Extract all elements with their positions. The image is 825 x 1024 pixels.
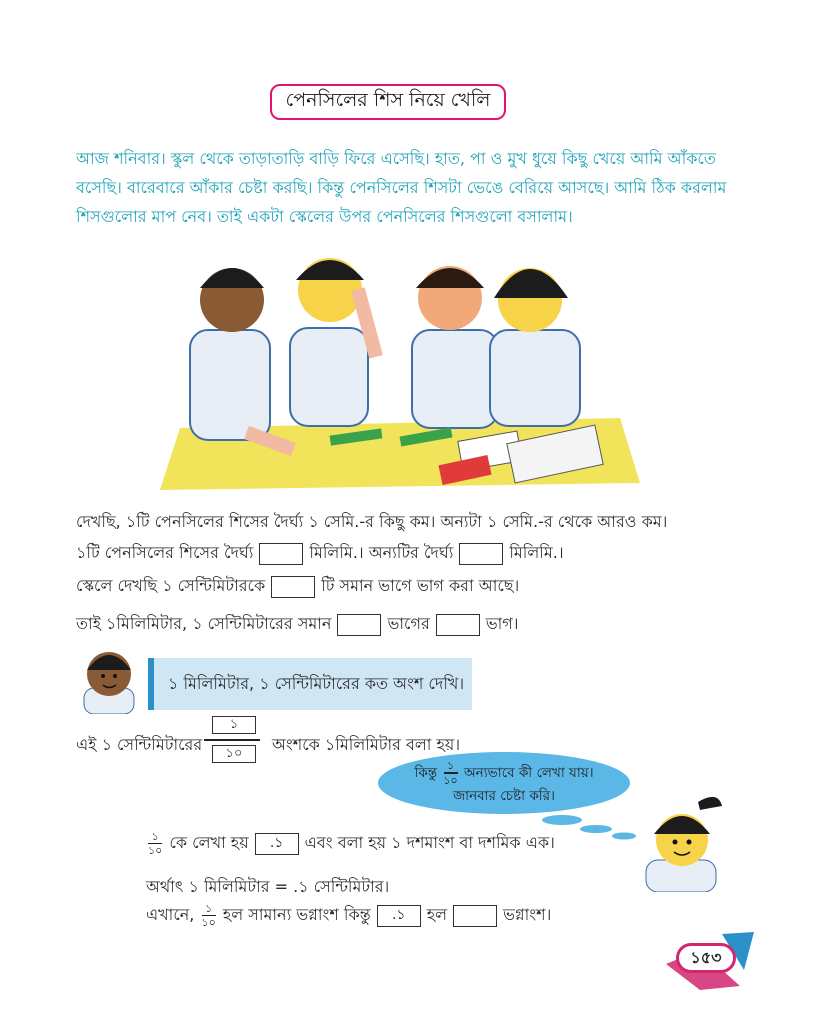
bubble-frac-num: ১ bbox=[446, 759, 455, 773]
children-measuring-illustration bbox=[150, 228, 650, 490]
bubble-tail bbox=[540, 812, 640, 842]
answer-blank-5[interactable] bbox=[436, 614, 480, 636]
line8-frac-num: ১ bbox=[205, 901, 213, 915]
decimal-text-a: কে লেখা হয় bbox=[169, 833, 249, 852]
type-text-d: ভগ্নাংশ। bbox=[503, 905, 552, 924]
definition-text-b: অংশকে ১মিলিমিটার বলা হয়। bbox=[272, 735, 461, 754]
decimal-box-2: .১ bbox=[377, 905, 421, 927]
bubble-text-b: অন্যভাবে কী লেখা যায়। bbox=[463, 765, 594, 781]
definition-text-a: এই ১ সেন্টিমিটারের bbox=[76, 735, 203, 754]
boy-avatar bbox=[76, 640, 142, 714]
girl-avatar bbox=[638, 780, 726, 892]
equivalence-line: অর্থাৎ ১ মিলিমিটার = .১ সেন্টিমিটার। bbox=[146, 877, 390, 896]
fraction-text-b: ভাগের bbox=[387, 614, 430, 633]
line8-frac-den: ১০ bbox=[201, 916, 216, 930]
type-text-a: এখানে, bbox=[146, 905, 195, 924]
scale-text-a: স্কেলে দেখছি ১ সেন্টিমিটারকে bbox=[76, 576, 266, 595]
line6-frac-den: ১০ bbox=[148, 844, 163, 858]
decimal-box: .১ bbox=[255, 833, 299, 855]
fraction-line bbox=[76, 611, 519, 638]
type-text-b: হল সামান্য ভগ্নাংশ কিন্তু bbox=[222, 905, 371, 924]
answer-blank-1[interactable] bbox=[259, 543, 303, 565]
scale-division-line bbox=[76, 573, 519, 600]
fraction-denominator: ১০ bbox=[212, 745, 256, 763]
page-title: পেনসিলের শিস নিয়ে খেলি bbox=[270, 84, 506, 120]
big-fraction bbox=[202, 714, 262, 766]
decimal-text-b: এবং বলা হয় ১ দশমাংশ বা দশমিক এক। bbox=[304, 833, 555, 852]
question-box: ১ মিলিমিটার, ১ সেন্টিমিটারের কত অংশ দেখি। bbox=[148, 658, 472, 710]
answer-blank-6[interactable] bbox=[453, 905, 497, 927]
bubble-text-a: কিন্তু bbox=[414, 765, 438, 781]
type-text-c: হল bbox=[426, 905, 448, 924]
length-text-c: মিলিমি.। bbox=[509, 543, 564, 562]
fraction-type-line bbox=[146, 902, 551, 929]
page-number: ১৫৩ bbox=[676, 943, 736, 973]
line8-fraction bbox=[201, 903, 215, 929]
answer-blank-3[interactable] bbox=[271, 576, 315, 598]
line6-fraction bbox=[148, 831, 162, 857]
fraction-text-c: ভাগ। bbox=[485, 614, 519, 633]
bubble-fraction bbox=[443, 760, 457, 786]
fraction-text-a: তাই ১মিলিমিটার, ১ সেন্টিমিটারের সমান bbox=[76, 614, 332, 633]
thought-bubble bbox=[378, 752, 630, 814]
bubble-text-c: জানবার চেষ্টা করি। bbox=[453, 787, 555, 804]
answer-blank-2[interactable] bbox=[459, 543, 503, 565]
observation-line: দেখছি, ১টি পেনসিলের শিসের দৈর্ঘ্য ১ সেমি.-র কিছু কম। অন্যটা ১ সেমি.-র থেকে আরও কম। bbox=[76, 512, 668, 531]
answer-blank-4[interactable] bbox=[337, 614, 381, 636]
bubble-frac-den: ১০ bbox=[443, 773, 458, 787]
line6-frac-num: ১ bbox=[151, 829, 159, 843]
length-text-a: ১টি পেনসিলের শিসের দৈর্ঘ্য bbox=[76, 543, 254, 562]
scale-text-b: টি সমান ভাগে ভাগ করা আছে। bbox=[321, 576, 520, 595]
length-line bbox=[76, 540, 564, 567]
decimal-line bbox=[146, 830, 555, 857]
fraction-numerator: ১ bbox=[212, 716, 256, 734]
intro-paragraph: আজ শনিবার। স্কুল থেকে তাড়াতাড়ি বাড়ি ফিরে এসেছি। হাত, পা ও মুখ ধুয়ে কিছু খেয়ে আমি আঁকতে বসেছি। বারেবারে আঁকার চেষ্টা করছি। কিন্তু পেনসিলের শিসটা ভেঙে বেরিয়ে আসছে। আমি ঠিক করলাম শিসগুলোর মাপ নেব। তাই একটা স্কেলের উপর পেনসিলের শিসগুলো বসালাম। bbox=[76, 149, 727, 226]
length-text-b: মিলিমি.। অন্যটির দৈর্ঘ্য bbox=[309, 543, 454, 562]
